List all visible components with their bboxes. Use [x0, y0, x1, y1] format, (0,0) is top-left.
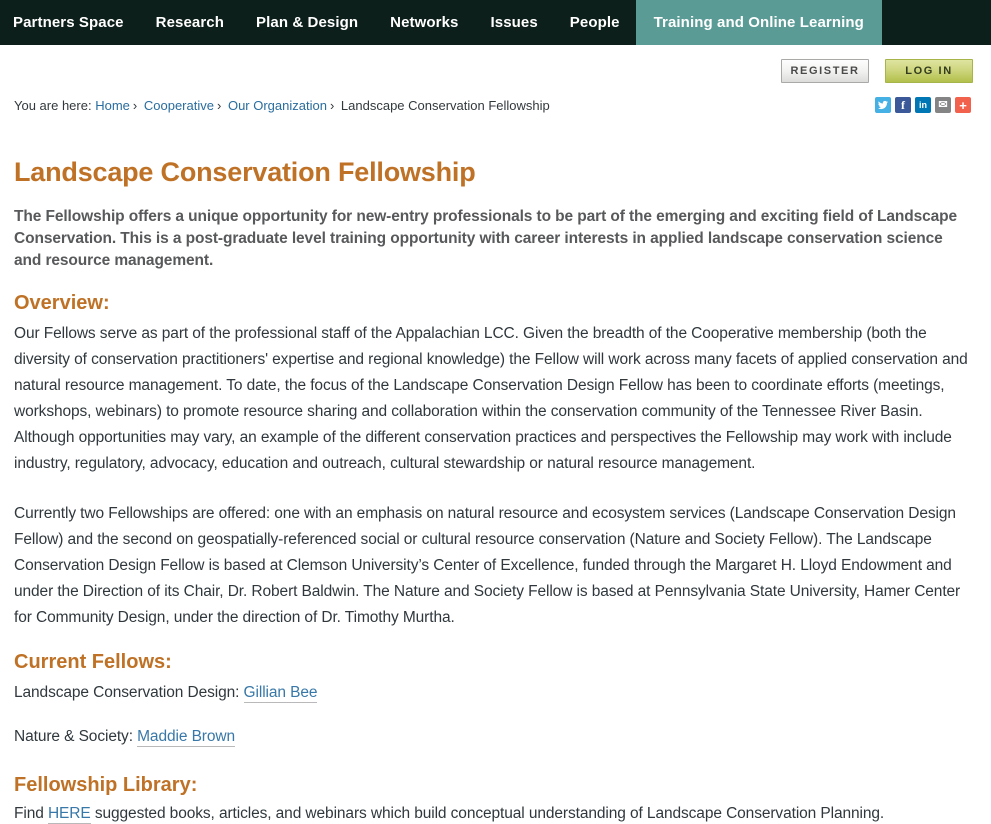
- breadcrumb-link-cooperative[interactable]: Cooperative: [143, 97, 214, 113]
- breadcrumb-separator: ›: [132, 97, 138, 113]
- nav-item-plan-design[interactable]: Plan & Design: [256, 14, 359, 31]
- nav-item-research[interactable]: Research: [155, 14, 224, 31]
- library-text-after: suggested books, articles, and webinars which build conceptual understanding of Landscape Conservation Planning.: [90, 805, 885, 822]
- breadcrumb-link-home[interactable]: Home: [95, 97, 130, 113]
- facebook-share-icon[interactable]: f: [895, 97, 911, 113]
- email-share-icon[interactable]: ✉: [935, 97, 951, 113]
- overview-heading: Overview:: [14, 292, 110, 314]
- nav-item-partners-space[interactable]: Partners Space: [13, 14, 124, 31]
- current-fellows-heading: Current Fellows:: [14, 651, 172, 673]
- library-text-before: Find: [14, 805, 48, 822]
- more-share-options-icon[interactable]: +: [955, 97, 971, 113]
- breadcrumb-prefix: You are here:: [14, 97, 92, 113]
- gillian-bee-link[interactable]: Gillian Bee: [243, 684, 318, 701]
- nav-item-issues[interactable]: Issues: [490, 14, 538, 31]
- register-button[interactable]: REGISTER: [781, 59, 869, 83]
- intro-paragraph: The Fellowship offers a unique opportunity for new-entry professionals to be part of the emerging and exciting field of Landscape Conservation. This is a post-graduate level training opportunity with career interests in applied landscape conservation science and resource management.: [14, 208, 958, 269]
- linkedin-share-icon[interactable]: in: [915, 97, 931, 113]
- breadcrumb-row: [0, 97, 991, 113]
- top-navigation: [0, 0, 991, 45]
- fellow-label: Landscape Conservation Design:: [14, 684, 244, 701]
- fellow-line-landscape-design: [14, 684, 975, 702]
- breadcrumb-link-our-organization[interactable]: Our Organization: [227, 97, 327, 113]
- breadcrumb-separator: ›: [329, 97, 335, 113]
- overview-paragraph-2: Currently two Fellowships are offered: one with an emphasis on natural resource and ecosystem services (Landscape Conservation Design Fellow) and the second on geospatially-referenced social or cultural resource conservation (Nature and Society Fellow). The Landscape Conservation Design Fellow is based at Clemson University’s Center of Excellence, funded through the Margaret H. Lloyd Endowment and under the Direction of its Chair, Dr. Robert Baldwin. The Nature and Society Fellow is based at Pennsylvania State University, Hamer Center for Community Design, under the direction of Dr. Timothy Murtha.: [14, 505, 961, 626]
- maddie-brown-link[interactable]: Maddie Brown: [137, 728, 236, 745]
- twitter-share-icon[interactable]: [875, 97, 891, 113]
- fellow-label: Nature & Society:: [14, 728, 138, 745]
- library-here-link[interactable]: HERE: [47, 805, 91, 822]
- login-button[interactable]: LOG IN: [885, 59, 973, 83]
- account-actions-row: [0, 45, 991, 83]
- main-content: [0, 157, 991, 823]
- breadcrumb-current: Landscape Conservation Fellowship: [340, 97, 550, 113]
- breadcrumb-separator: ›: [216, 97, 222, 113]
- twitter-bird-icon: [878, 100, 888, 110]
- page-title: Landscape Conservation Fellowship: [14, 157, 476, 187]
- nav-item-training-online-learning[interactable]: Training and Online Learning: [636, 0, 882, 45]
- breadcrumb: [14, 98, 550, 113]
- overview-paragraph-1: Our Fellows serve as part of the professional staff of the Appalachian LCC. Given the breadth of the Cooperative membership (both the diversity of conservation practitioners' expertise and regional knowledge) the Fellow will work across many facets of applied conservation and natural resource management. To date, the focus of the Landscape Conservation Design Fellow has been to coordinate efforts (meetings, workshops, webinars) to promote resource sharing and collaboration within the conservation community of the Tennessee River Basin. Although opportunities may vary, an example of the different conservation practices and perspectives the Fellowship may work with include industry, regulatory, advocacy, education and outreach, cultural stewardship or natural resource management.: [14, 325, 968, 472]
- fellowship-library-heading: Fellowship Library:: [14, 774, 198, 796]
- nav-item-networks[interactable]: Networks: [390, 14, 459, 31]
- social-share-bar: [875, 97, 971, 113]
- nav-item-people[interactable]: People: [569, 14, 620, 31]
- library-line: [14, 805, 975, 823]
- fellow-line-nature-society: [14, 728, 975, 746]
